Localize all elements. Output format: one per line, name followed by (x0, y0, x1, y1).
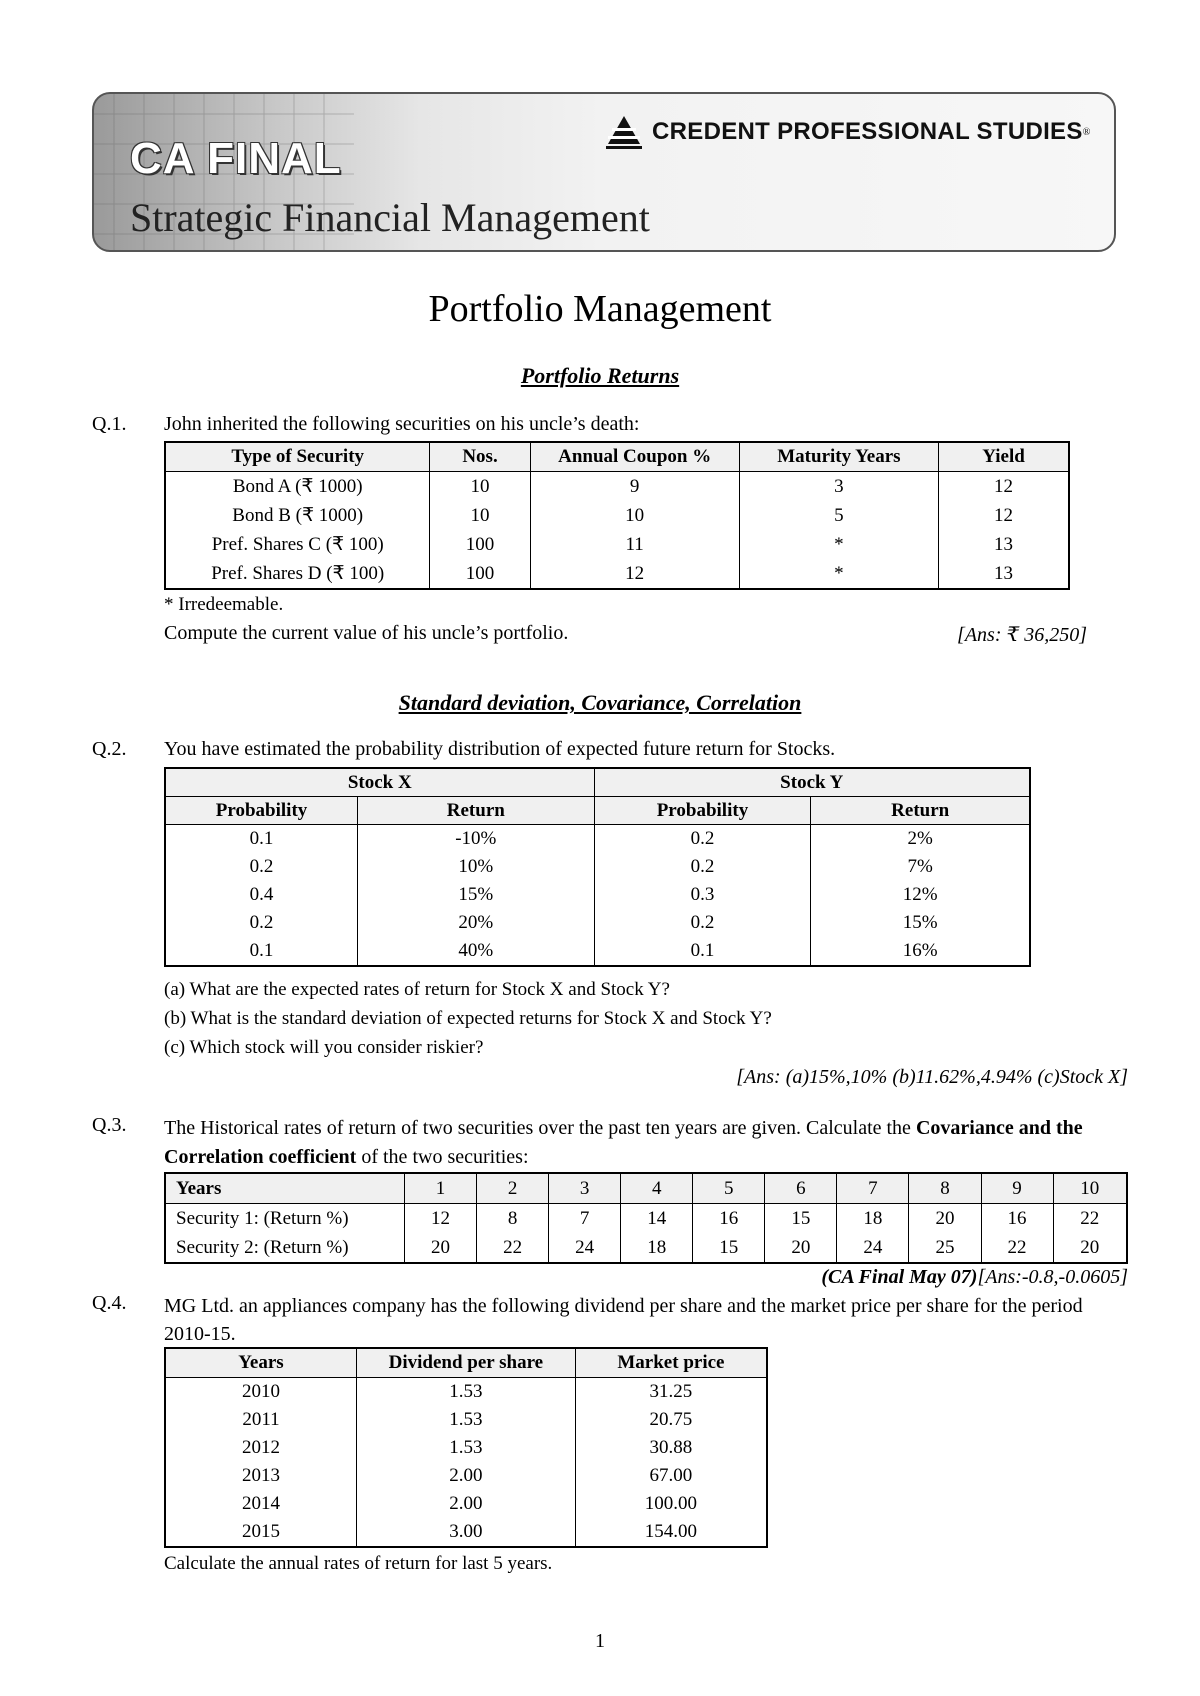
table-cell: 22 (1053, 1204, 1127, 1234)
column-header: Nos. (430, 442, 530, 472)
table-cell: 20.75 (575, 1406, 767, 1434)
table-cell: 2012 (165, 1434, 356, 1462)
group-header: Stock X (165, 768, 594, 797)
table-cell: 7 (549, 1204, 621, 1234)
table-cell: 18 (837, 1204, 909, 1234)
table-cell: 0.1 (165, 825, 358, 854)
column-header: Type of Security (165, 442, 430, 472)
table-cell: 12% (811, 881, 1030, 909)
column-header: Annual Coupon % (530, 442, 739, 472)
table-cell: 22 (477, 1233, 549, 1263)
table-cell: 1.53 (356, 1378, 575, 1407)
table-cell: 10% (358, 853, 594, 881)
question-part: (c) Which stock will you consider riskier? (164, 1037, 484, 1058)
table-cell: 15 (693, 1233, 765, 1263)
table-cell: 9 (981, 1173, 1053, 1204)
column-header: Probability (594, 797, 811, 825)
column-header: Maturity Years (739, 442, 938, 472)
securities-table (164, 441, 1070, 590)
answer-value: [Ans:-0.8,-0.0605] (977, 1266, 1128, 1288)
table-row (165, 501, 1069, 530)
table-cell: 4 (621, 1173, 693, 1204)
table-cell: 12 (939, 472, 1069, 502)
table-cell: 2.00 (356, 1462, 575, 1490)
question-text: John inherited the following securities on his uncle’s death: (164, 413, 640, 435)
dividend-table (164, 1347, 768, 1548)
table-cell: 0.4 (165, 881, 358, 909)
table-cell: 1 (405, 1173, 477, 1204)
table-cell: 2011 (165, 1406, 356, 1434)
table-cell: 7% (811, 853, 1030, 881)
table-cell: * (739, 559, 938, 589)
page-number: 1 (595, 1630, 605, 1652)
course-name: CA FINAL (130, 134, 342, 183)
table-cell: 0.2 (165, 909, 358, 937)
question-number: Q.3. (92, 1114, 127, 1136)
question-part: (b) What is the standard deviation of expected returns for Stock X and Stock Y? (164, 1008, 772, 1029)
question-text: You have estimated the probability distribution of expected future return for Stocks. (164, 738, 836, 760)
table-cell: 9 (530, 472, 739, 502)
column-header: Dividend per share (356, 1348, 575, 1378)
table-header-row (165, 1173, 1127, 1204)
table-cell: 0.2 (165, 853, 358, 881)
table-cell: 0.2 (594, 909, 811, 937)
table-cell: 2% (811, 825, 1030, 854)
table-row (165, 530, 1069, 559)
table-row (165, 853, 1030, 881)
brand (604, 112, 1090, 152)
brand-logo-icon (604, 114, 644, 150)
table-cell: 16 (981, 1204, 1053, 1234)
brand-name: CREDENT PROFESSIONAL STUDIES (652, 118, 1083, 145)
probability-table (164, 767, 1031, 967)
table-cell: 0.3 (594, 881, 811, 909)
table-cell: 10 (1053, 1173, 1127, 1204)
subject-name: Strategic Financial Management (130, 195, 650, 240)
question-number: Q.2. (92, 738, 127, 760)
table-cell: 100.00 (575, 1490, 767, 1518)
group-header: Stock Y (594, 768, 1030, 797)
table-cell: 40% (358, 937, 594, 966)
table-cell: 6 (765, 1173, 837, 1204)
table-cell: Pref. Shares D (₹ 100) (165, 559, 430, 589)
table-cell: 24 (837, 1233, 909, 1263)
table-cell: 11 (530, 530, 739, 559)
question-text: MG Ltd. an appliances company has the following dividend per share and the market price per share for the period 2010-15. (164, 1295, 1083, 1345)
table-cell: 30.88 (575, 1434, 767, 1462)
table-cell: 3 (739, 472, 938, 502)
table-row (165, 472, 1069, 502)
table-cell: 20 (909, 1204, 981, 1234)
column-header: Years (165, 1348, 356, 1378)
column-header: Market price (575, 1348, 767, 1378)
table-cell: 2010 (165, 1378, 356, 1407)
table-cell: 15% (811, 909, 1030, 937)
source-reference: (CA Final May 07) (821, 1266, 978, 1288)
table-cell: 1.53 (356, 1434, 575, 1462)
question-part: (a) What are the expected rates of return for Stock X and Stock Y? (164, 979, 670, 1000)
table-cell: 154.00 (575, 1518, 767, 1547)
question-parts (164, 979, 772, 1066)
table-cell: 15 (765, 1204, 837, 1234)
table-header-row (165, 797, 1030, 825)
table-row (165, 1490, 767, 1518)
table-cell: 2 (477, 1173, 549, 1204)
column-header: Return (358, 797, 594, 825)
table-cell: 2015 (165, 1518, 356, 1547)
table-cell: 12 (405, 1204, 477, 1234)
table-cell: Security 1: (Return %) (165, 1204, 405, 1234)
question-text-bold: Covariance (915, 1117, 1014, 1139)
table-row (165, 559, 1069, 589)
table-cell: 10 (530, 501, 739, 530)
table-cell: 67.00 (575, 1462, 767, 1490)
table-header-row (165, 442, 1069, 472)
table-cell: Pref. Shares C (₹ 100) (165, 530, 430, 559)
table-cell: -10% (358, 825, 594, 854)
table-cell: Bond B (₹ 1000) (165, 501, 430, 530)
table-cell: 2013 (165, 1462, 356, 1490)
table-row (165, 1434, 767, 1462)
column-header: Yield (939, 442, 1069, 472)
table-group-header-row (165, 768, 1030, 797)
table-cell: 3 (549, 1173, 621, 1204)
table-row (165, 937, 1030, 966)
table-cell: Years (165, 1173, 405, 1204)
table-cell: Bond A (₹ 1000) (165, 472, 430, 502)
table-cell: 0.2 (594, 853, 811, 881)
table-cell: 24 (549, 1233, 621, 1263)
returns-table (164, 1172, 1128, 1264)
column-header: Return (811, 797, 1030, 825)
header-banner (92, 92, 1116, 252)
question-text-part: of the two securities: (361, 1146, 529, 1168)
table-cell: 1.53 (356, 1406, 575, 1434)
answer-text: [Ans: ₹ 36,250] (957, 624, 1087, 646)
table-row (165, 1406, 767, 1434)
table-cell: 8 (909, 1173, 981, 1204)
table-cell: 3.00 (356, 1518, 575, 1547)
table-cell: 20% (358, 909, 594, 937)
table-cell: Security 2: (Return %) (165, 1233, 405, 1263)
table-row (165, 1518, 767, 1547)
table-cell: 14 (621, 1204, 693, 1234)
section-heading-sd: Standard deviation, Covariance, Correlation (398, 690, 802, 715)
table-cell: 8 (477, 1204, 549, 1234)
table-row (165, 1233, 1127, 1263)
table-row (165, 1204, 1127, 1234)
question-ask: Compute the current value of his uncle’s portfolio. (164, 622, 569, 644)
table-cell: 100 (430, 530, 530, 559)
table-cell: 2014 (165, 1490, 356, 1518)
column-header: Probability (165, 797, 358, 825)
table-cell: 12 (530, 559, 739, 589)
table-cell: 20 (1053, 1233, 1127, 1263)
answer-text (821, 1266, 1128, 1289)
question-ask: Calculate the annual rates of return for last 5 years. (164, 1553, 553, 1574)
table-cell: 100 (430, 559, 530, 589)
answer-text: [Ans: (a)15%,10% (b)11.62%,4.94% (c)Stock X] (736, 1066, 1128, 1088)
question-text (164, 1114, 1128, 1172)
table-cell: 7 (837, 1173, 909, 1204)
table-cell: 31.25 (575, 1378, 767, 1407)
table-cell: 18 (621, 1233, 693, 1263)
table-cell: 13 (939, 530, 1069, 559)
table-cell: 0.2 (594, 825, 811, 854)
page-title: Portfolio Management (428, 288, 772, 330)
table-cell: 20 (765, 1233, 837, 1263)
table-cell: 5 (693, 1173, 765, 1204)
table-cell: 10 (430, 472, 530, 502)
table-cell: 16 (693, 1204, 765, 1234)
table-cell: 22 (981, 1233, 1053, 1263)
question-number: Q.4. (92, 1292, 127, 1314)
table-cell: 0.1 (594, 937, 811, 966)
table-cell: 0.1 (165, 937, 358, 966)
table-header-row (165, 1348, 767, 1378)
table-row (165, 825, 1030, 854)
brand-registered-mark: ® (1082, 126, 1091, 138)
section-heading-returns: Portfolio Returns (520, 363, 680, 388)
table-footnote: * Irredeemable. (164, 594, 284, 615)
question-number: Q.1. (92, 413, 127, 435)
table-cell: 15% (358, 881, 594, 909)
table-row (165, 881, 1030, 909)
table-cell: 12 (939, 501, 1069, 530)
table-row (165, 1378, 767, 1407)
table-cell: 5 (739, 501, 938, 530)
table-cell: 2.00 (356, 1490, 575, 1518)
table-cell: 10 (430, 501, 530, 530)
question-text-part: The Historical rates of return of two securities over the past ten years are given. Calculate the (164, 1117, 911, 1139)
table-cell: 25 (909, 1233, 981, 1263)
table-cell: 16% (811, 937, 1030, 966)
table-cell: * (739, 530, 938, 559)
table-row (165, 1462, 767, 1490)
table-row (165, 909, 1030, 937)
question-text-bold: and the Correlation coefficient (164, 1117, 1083, 1168)
table-cell: 13 (939, 559, 1069, 589)
table-cell: 20 (405, 1233, 477, 1263)
